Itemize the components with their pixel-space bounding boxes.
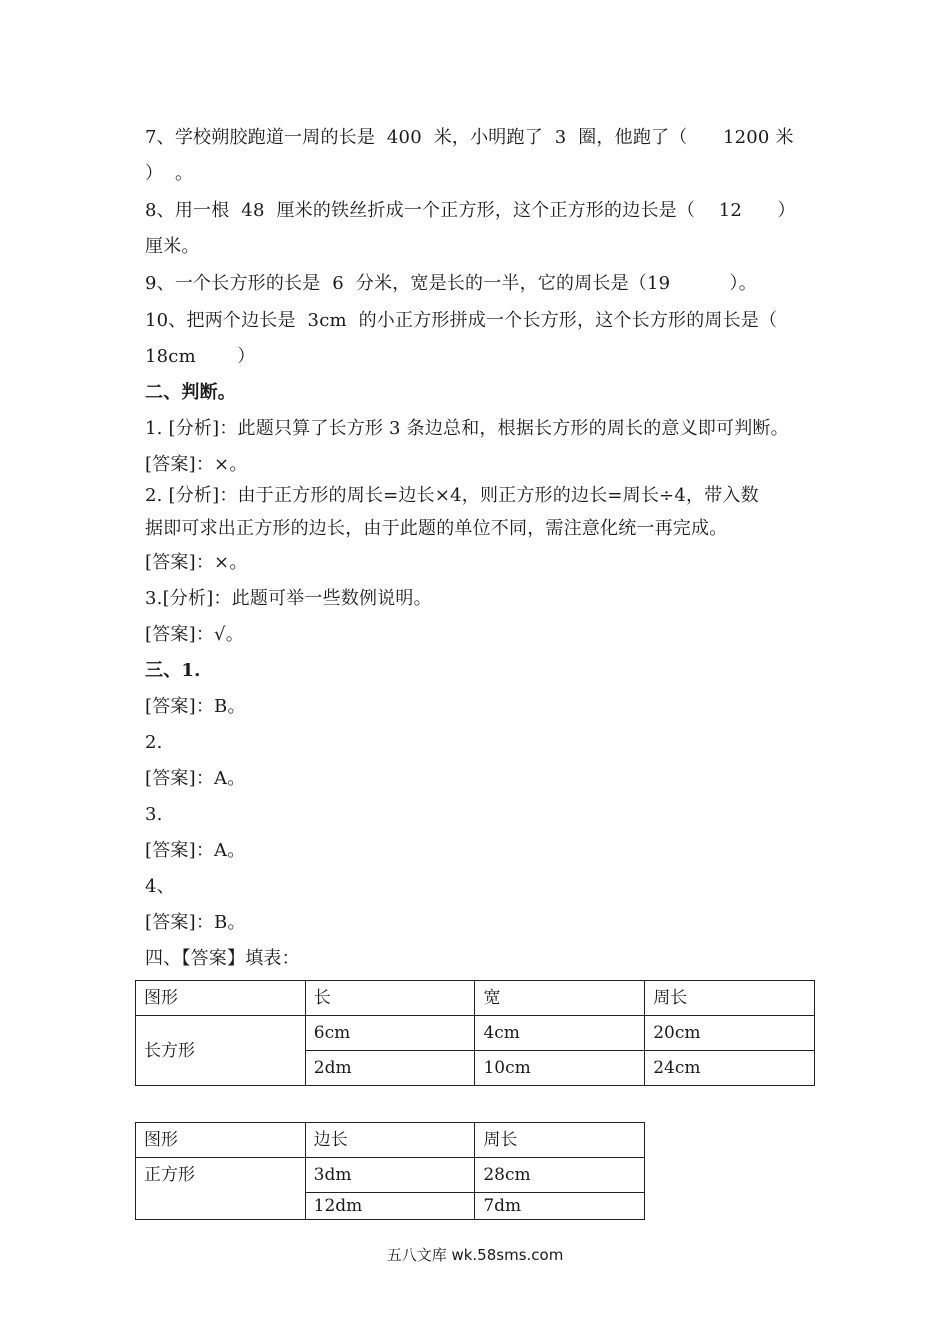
table-cell: 7dm (475, 1193, 645, 1220)
q10-line-2: 18cm ） (145, 346, 256, 367)
section-3-answer-1: [答案]：B。 (145, 696, 246, 717)
q7-line-2: ） 。 (145, 163, 194, 184)
section-3-q2: 2. (145, 732, 163, 753)
judge-3-answer: [答案]：√。 (145, 624, 244, 645)
q10-line-1: 10、把两个边长是 3cm 的小正方形拼成一个长方形，这个长方形的周长是（ (145, 310, 778, 331)
table-header-cell: 图形 (136, 981, 306, 1016)
footer-watermark: 五八文库 wk.58sms.com (386, 1246, 564, 1264)
section-3-answer-3: [答案]：A。 (145, 840, 246, 861)
table-row (136, 1123, 645, 1158)
table-row (136, 1016, 815, 1051)
section-2-heading: 二、判断。 (145, 382, 236, 403)
table-cell: 6cm (305, 1016, 475, 1051)
section-3-answer-4: [答案]：B。 (145, 912, 246, 933)
table-cell: 10cm (475, 1051, 645, 1086)
section-3-q1: 三、1. (145, 660, 201, 681)
table-header-cell: 宽 (475, 981, 645, 1016)
q8-line-2: 厘米。 (145, 236, 200, 257)
shape-name-cell: 正方形 (136, 1158, 306, 1220)
table-cell: 4cm (475, 1016, 645, 1051)
section-3-q3: 3. (145, 804, 163, 825)
q9-line: 9、一个长方形的长是 6 分米，宽是长的一半，它的周长是（19 ）。 (145, 273, 757, 294)
section-4-heading: 四、【答案】填表： (145, 948, 300, 969)
table-header-cell: 周长 (645, 981, 815, 1016)
judge-2-answer: [答案]：×。 (145, 552, 248, 573)
section-3-answer-2: [答案]：A。 (145, 768, 246, 789)
table-header-cell: 边长 (305, 1123, 475, 1158)
table-cell: 2dm (305, 1051, 475, 1086)
square-table (135, 1122, 645, 1220)
rectangle-table (135, 980, 815, 1086)
table-cell: 28cm (475, 1158, 645, 1193)
table-row (136, 1158, 645, 1193)
table-cell: 12dm (305, 1193, 475, 1220)
judge-2-analysis-1: 2. [分析]：由于正方形的周长=边长×4，则正方形的边长=周长÷4，带入数 (145, 485, 759, 506)
q8-line-1: 8、用一根 48 厘米的铁丝折成一个正方形，这个正方形的边长是（ 12 ） (145, 200, 796, 221)
q7-line-1: 7、学校朔胶跑道一周的长是 400 米，小明跑了 3 圈，他跑了（ 1200 米 (145, 127, 794, 148)
table-header-cell: 周长 (475, 1123, 645, 1158)
judge-1-answer: [答案]：×。 (145, 454, 248, 475)
table-cell: 20cm (645, 1016, 815, 1051)
judge-3-analysis: 3.[分析]：此题可举一些数例说明。 (145, 588, 432, 609)
table-header-cell: 图形 (136, 1123, 306, 1158)
table-header-cell: 长 (305, 981, 475, 1016)
table-cell: 24cm (645, 1051, 815, 1086)
table-row (136, 981, 815, 1016)
section-3-q4: 4、 (145, 876, 175, 897)
judge-1-analysis: 1. [分析]：此题只算了长方形 3 条边总和，根据长方形的周长的意义即可判断。 (145, 418, 789, 439)
shape-name-cell: 长方形 (136, 1016, 306, 1086)
judge-2-analysis-2: 据即可求出正方形的边长，由于此题的单位不同，需注意化统一再完成。 (145, 518, 728, 539)
table-cell: 3dm (305, 1158, 475, 1193)
